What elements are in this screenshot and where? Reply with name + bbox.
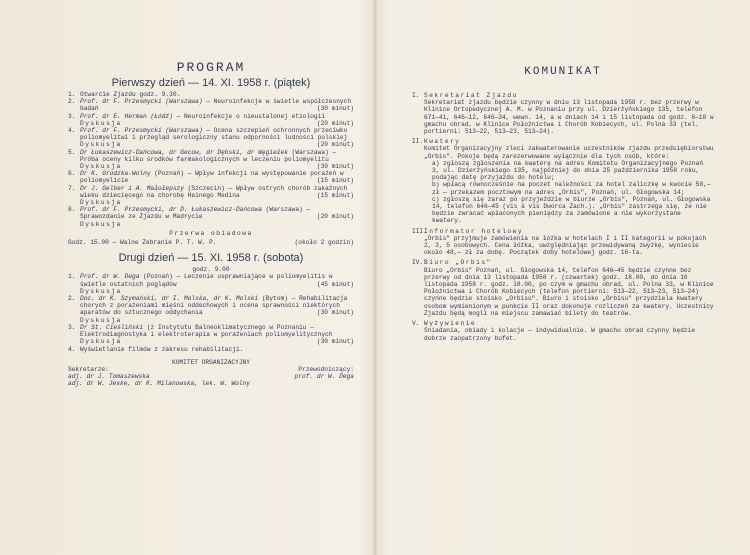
program-item: 7. Dr J. Gelber i A. Małołepszy (Szczecin) — Wpływ ostrych chorób zakaźnych wieku dziecięcego na chorobę Heinego Medina (15 minut) Dyskusja	[68, 184, 354, 207]
committee	[68, 359, 354, 388]
komunikat-section: II. Kwatery Komitet Organizacyjny zleci zakwaterowanie uczestników zjazdu przedsiębiorstwu „Orbis". Pokoje będą zarezerwowane wyłącznie dla tych osób, które: a) zgłoszą zgłoszenia na kwaterę na adres Komitetu Organizacyjnego Poznań 3, ul. Dzierżyńskiego 135, najpóźniej do dnia 25 października 1958 roku, podając datę przyjazdu do hotelu; b) wpłacą równocześnie na poczet należności za hotel zaliczkę w kwocie 50,— zł — przekazem pocztowym na adres „Orbis", Poznań, ul. Głogowska 14; c) zgłoszą się zaraz po przyjeździe w biurze „Orbis", Poznań, ul. Głogowska 14, telefon 646—45 (vis à vis Dworca Zach.). „Orbis" zastrzega się, że nie będzie zwracać wpłaconych pieniędzy za zamówione a nie wykorzystane kwatery.	[412, 138, 714, 225]
day1-items	[68, 91, 354, 246]
program-item: 4. Prof. dr F. Przesmycki (Warszawa) — Ocena szczepień ochronnych przeciwko poliomyelitwi i przegląd serologiczny stanu odporności ludności polskiej (20 minut) Dyskusja	[68, 127, 354, 149]
break-title: Przerwa obiadowa	[169, 229, 253, 237]
komunikat-sections	[412, 92, 714, 342]
program-item: 3. Dr St. Cieśliński (z Instytutu Balneoklimatycznego w Poznaniu — Elektrodiagnostyka i elektroterapia w porażeniach poliomyelitycznych (30 minut) Dyskusja	[68, 323, 354, 346]
center-fold	[373, 0, 377, 555]
program-item: 1. Otwarcie Zjazdu godz. 9.30.	[68, 91, 181, 98]
secretaries-label: Sekretarze:	[68, 365, 109, 373]
program-item: 8. Prof. dr F. Przesmycki, dr D. Łukaszewicz-Dańcowa (Warszawa) — Sprawozdanie ze Zjazdu w Madrycie (20 minut) Dyskusja	[68, 206, 354, 228]
chair-name: prof. dr W. Dega	[294, 373, 354, 381]
chair-label: Przewodniczący:	[298, 365, 354, 373]
program-item: 4. Wyświetlanie filmów z zakresu rehabilitacji.	[68, 345, 244, 353]
program-title: PROGRAM	[176, 60, 246, 75]
program-item: 2. Prof. dr F. Przesmycki (Warszawa) — Neuroinfekcje w świetle współczesnych badań (30 minut)	[68, 98, 354, 113]
committee-title: KOMITET ORGANIZACYJNY	[172, 358, 250, 366]
komunikat-section: III. Informator hotelowy „Orbis" przyjmuje zamówienia na łóżka w hotelach I i II kategorii w pokojach 2, 3, 5 osobowych. Cena łóżka, uwzględniając przewidywaną zwyżkę, wyniesie około 48,— zł za dobę. Początek doby hotelowej godz. 16-ta.	[412, 227, 707, 257]
day2-items	[68, 273, 354, 352]
break-line: Godz. 15.00 — Walne Zebranie P. T. W. P. (około 2 godzin)	[68, 239, 354, 247]
komunikat-section: IV. Biuro „Orbis" Biuro „Orbis" Poznań, ul. Głogowska 14, telefon 646—45 będzie czynne bez przerwy od dnia 13 listopada 1958 r. (czwartek) godz. 18.00, do dnia 16 listopada 1958 r. godz. 18.00, po czym w gmachu obrad, ul. Polna 33, w Klinice Położnictwa i Chorób Kobiecych (telefon portierni: 513—22, 513—23, 513—24) czynne będzie stoisko „Orbisu". Biuro i stoisko „Orbisu" przydziela kwatery osobom wymienionym w punkcie II oraz dokonuje rozliczeń za kwatery. Uczestnicy Zjazdu będą mogli na miejscu zamawiać bilety do teatrów.	[412, 259, 714, 317]
komunikat-title: KOMUNIKAT	[524, 66, 602, 78]
program-page	[0, 0, 372, 555]
program-item: 6. Dr K. Grodzka-Wolny (Poznań) — Wpływ infekcji na występowanie porażeń w poliomyelicie (15 minut)	[68, 170, 354, 185]
program-item: 3. Prof. dr E. Herman (Łódź) — Neuroinfekcje o nieustalonej etiologii (20 minut) Dyskusja	[68, 112, 354, 127]
day2-heading: Drugi dzień — 15. XI. 1958 r. (sobota)	[118, 252, 304, 265]
program-item: 2. Doc. dr K. Szymański, dr I. Molska, dr K. Molski (Bytom) — Rehabilitacja chorych z porażeniami mięśni oddechowych i ocena sprawności niektórych aparatów do sztucznego oddychania (30 minut) Dyskusja	[68, 295, 354, 324]
komunikat-page	[378, 0, 750, 555]
program-item: 1. Prof. dr W. Dega (Poznań) — Leczenie usprawniające w poliomyelitis w świetle ostatnich poglądów (45 minut) Dyskusja	[68, 273, 354, 295]
secretary-1: adj. dr J. Tomaszewska	[68, 373, 150, 381]
secretary-2: adj. dr W. Jeske, dr K. Milanowska, lek. W. Wolny	[68, 380, 250, 388]
day1-heading: Pierwszy dzień — 14. XI. 1958 r. (piątek)	[111, 77, 311, 89]
day2-start: godz. 9.00	[192, 266, 230, 274]
komunikat-section: V. Wyżywienie Śniadania, obiady i kolacje — indywidualnie. W gmachu obrad czynny będzie dobrze zaopatrzony bufet.	[412, 320, 696, 342]
komunikat-section: I. Sekretariat Zjazdu Sekretariat zjazdu będzie czynny w dniu 13 listopada 1958 r. bez przerwy w Klinice Ortopedycznej A. M. w Poznaniu przy ul. Dzierżyńskiego 135, telefon 671—41, 646—12, 646—34, wewn. 14, a w dniach 14 i 15 listopada od godz. 8—18 w gmachu obrad, w Klinice Położnictwa i Chorób Kobiecych, ul. Polna 33 (tel. portierni: 513—22, 513—23, 513—24).	[412, 92, 714, 136]
program-item: 5. Dr Łukaszewicz-Dańcowa, dr Gecow, dr Dębski, dr Węgiełek (Warszawa) — Próba oceny kilku środków farmakologicznych w leczeniu poliomyelitu (30 minut) Dyskusja	[68, 148, 354, 171]
